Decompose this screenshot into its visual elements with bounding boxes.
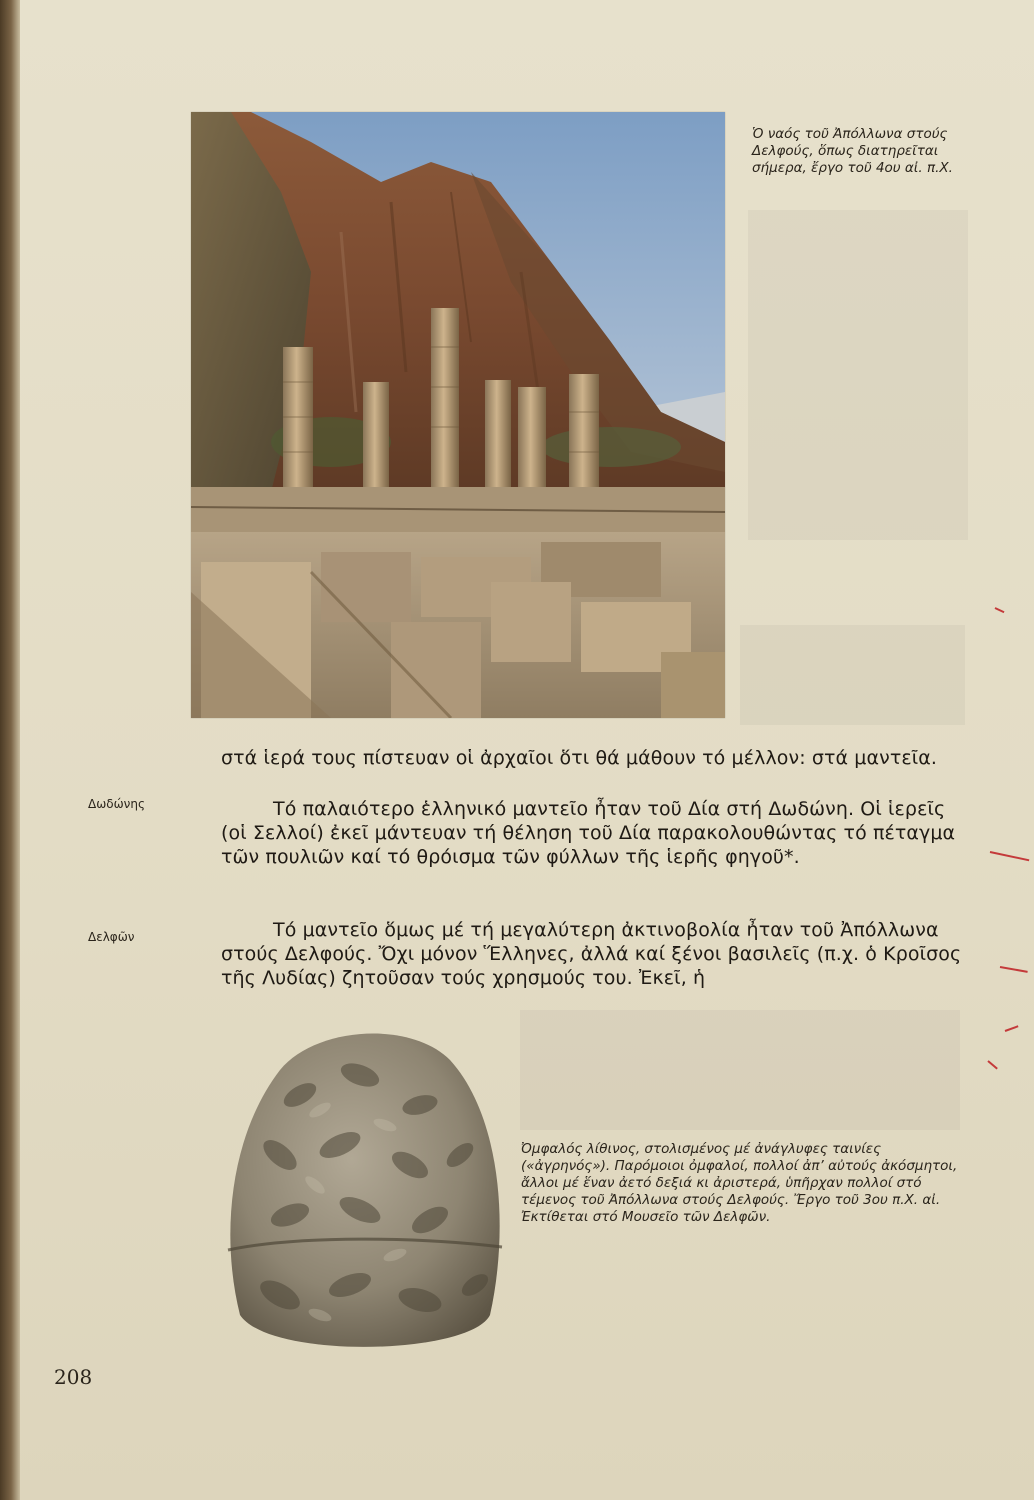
omphalos-stone-photo [220, 1015, 510, 1365]
red-margin-mark [995, 607, 1005, 613]
margin-note-dodoni: Δωδώνης [88, 797, 145, 811]
red-margin-mark [1005, 1025, 1019, 1032]
red-margin-mark [1000, 966, 1028, 973]
show-through-block [740, 625, 965, 725]
show-through-block [748, 210, 968, 540]
omphalos-photo-caption: Ὀμφαλός λίθινος, στολισμένος μέ ἀνάγλυφες ταινίες («ἀγρηνός»). Παρόμοιοι ὀμφαλοί, πολλοί ἀπ’ αὐτούς ἀκόσμητοι, ἄλλοι μέ ἕναν ἀετό δεξιά κι ἀριστερά, ὑπῆρχαν πολλοί στό τέμενος τοῦ Ἀπόλλωνα στούς Δελφούς. Ἔργο τοῦ 3ου π.Χ. αἰ. Ἐκτίθεται στό Μουσεῖο τῶν Δελφῶν. [521, 1141, 958, 1225]
paragraph-text: στά ἱερά τους πίστευαν οἱ ἀρχαῖοι ὅτι θά μάθουν τό μέλλον: στά μαντεῖα. [221, 747, 938, 769]
margin-note-delfon: Δελφῶν [88, 930, 135, 944]
red-margin-mark [990, 851, 1030, 861]
temple-of-apollo-photo [191, 112, 725, 718]
page-binding-edge [0, 0, 20, 1500]
show-through-block [520, 1010, 960, 1130]
temple-photo-caption: Ὁ ναός τοῦ Ἀπόλλωνα στούς Δελφούς, ὅπως διατηρεῖται σήμερα, ἔργο τοῦ 4ου αἰ. π.Χ. [752, 126, 953, 176]
body-paragraph-2 [221, 797, 977, 869]
red-margin-mark [987, 1060, 997, 1069]
body-paragraph-1 [221, 746, 977, 770]
body-paragraph-3 [221, 918, 977, 990]
paragraph-text: Τό μαντεῖο ὅμως μέ τή μεγαλύτερη ἀκτινοβολία ἦταν τοῦ Ἀπόλλωνα στούς Δελφούς. Ὄχι μόνον Ἕλληνες, ἀλλά καί ξένοι βασιλεῖς (π.χ. ὁ Κροῖσος τῆς Λυδίας) ζητοῦσαν τούς χρησμούς του. Ἐκεῖ, ἡ [221, 919, 962, 989]
paragraph-text: Τό παλαιότερο ἑλληνικό μαντεῖο ἦταν τοῦ Δία στή Δωδώνη. Οἱ ἱερεῖς (οἱ Σελλοί) ἐκεῖ μάντευαν τή θέληση τοῦ Δία παρακολουθώντας τό πέταγμα τῶν πουλιῶν καί τό θρόισμα τῶν φύλλων τῆς ἱερῆς φηγοῦ*. [221, 798, 956, 868]
page-number: 208 [54, 1365, 93, 1389]
